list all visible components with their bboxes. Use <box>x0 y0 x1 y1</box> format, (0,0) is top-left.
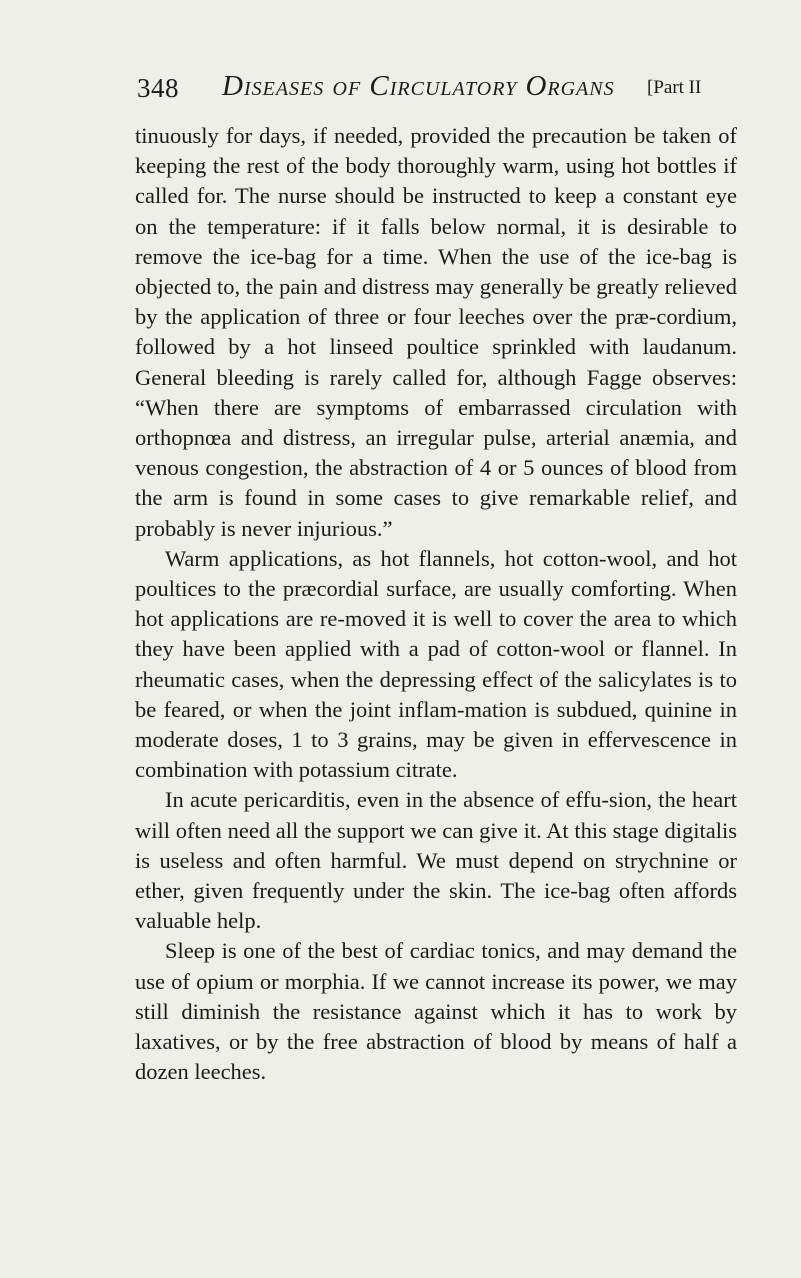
paragraph-continued: tinuously for days, if needed, provided the precaution be taken of keeping the rest of the body thoroughly warm, using hot bottles if called for. The nurse should be instructed to keep a constant eye on the temperature: if it falls below normal, it is desirable to remove the ice-bag for a time. When the use of the ice-bag is objected to, the pain and distress may generally be greatly relieved by the application of three or four leeches over the præ-cordium, followed by a hot linseed poultice sprinkled with laudanum. General bleeding is rarely called for, although Fagge observes: “When there are symptoms of embarrassed circulation with orthopnœa and distress, an irregular pulse, arterial anæmia, and venous congestion, the abstraction of 4 or 5 ounces of blood from the arm is found in some cases to give remarkable relief, and probably is never injurious.” <box>135 123 737 541</box>
page-number: 348 <box>137 73 179 103</box>
running-head <box>137 70 737 110</box>
paragraph-sleep: Sleep is one of the best of cardiac tonics, and may demand the use of opium or morphia. If we cannot increase its power, we may still diminish the resistance against which it has to work by laxatives, or by the free abstraction of blood by means of half a dozen leeches. <box>135 938 737 1085</box>
paragraph-acute-pericarditis: In acute pericarditis, even in the absence of effu-sion, the heart will often need all the support we can give it. At this stage digitalis is useless and often harmful. We must depend on strychnine or ether, given frequently under the skin. The ice-bag often affords valuable help. <box>135 787 737 934</box>
paragraph-warm-applications: Warm applications, as hot flannels, hot cotton-wool, and hot poultices to the præcordial surface, are usually comforting. When hot applications are re-moved it is well to cover the area to which they have been applied with a pad of cotton-wool or flannel. In rheumatic cases, when the depressing effect of the salicylates is to be feared, or when the joint inflam-mation is subdued, quinine in moderate doses, 1 to 3 grains, may be given in effervescence in combination with potassium citrate. <box>135 545 737 783</box>
chapter-title: Diseases of Circulatory Organs <box>222 70 615 102</box>
part-label: [Part II <box>647 77 702 98</box>
body-text <box>135 121 737 1088</box>
